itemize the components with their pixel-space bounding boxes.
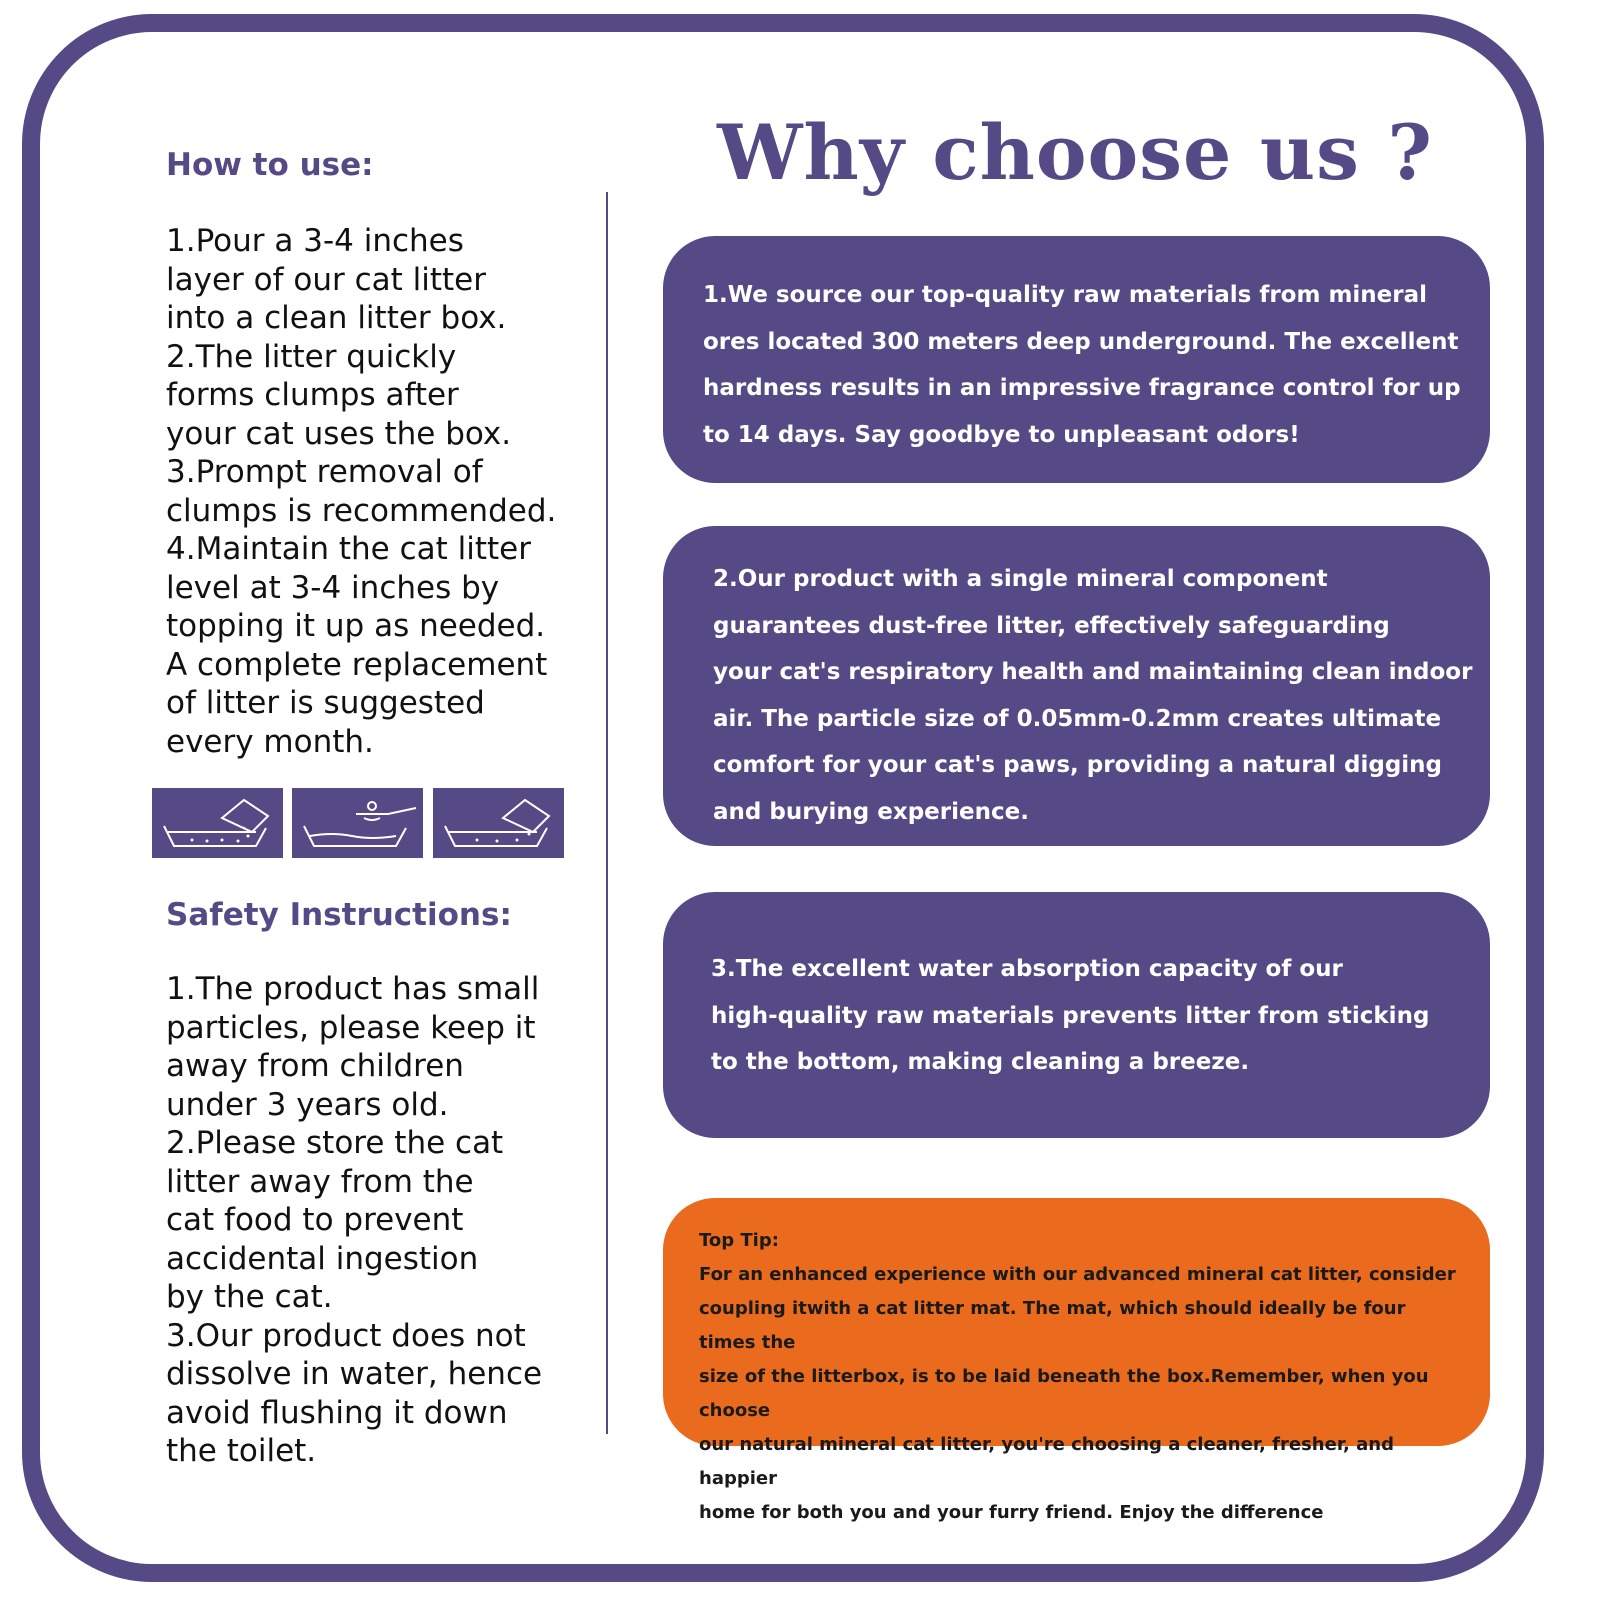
safety-line: under 3 years old. [166, 1086, 449, 1123]
tip-line: For an enhanced experience with our advanced mineral cat litter, consider [699, 1264, 1456, 1285]
step-line: level at 3-4 inches by [166, 569, 500, 606]
step-line: 3.Prompt removal of [166, 454, 483, 490]
card-line: 3.The excellent water absorption capacity of our [711, 956, 1343, 982]
top-tip-title: Top Tip: [699, 1230, 779, 1251]
card-line: 1.We source our top-quality raw materials from mineral [703, 282, 1428, 308]
safety-line: dissolve in water, hence [166, 1356, 543, 1392]
card-line: and burying experience. [713, 798, 1029, 825]
card-line: to 14 days. Say goodbye to unpleasant odors! [703, 421, 1300, 448]
usage-icons [152, 788, 564, 858]
step-line: into a clean litter box. [166, 300, 507, 336]
safety-line: litter away from the [166, 1163, 474, 1200]
card-line: your cat's respiratory health and maintaining clean indoor [713, 659, 1473, 685]
step-line: topping it up as needed. [166, 608, 546, 644]
step-line: 1.Pour a 3-4 inches [166, 223, 464, 259]
benefit-card-2 [663, 526, 1490, 846]
step-line: 2.The litter quickly [166, 338, 457, 375]
step-line: forms clumps after [166, 377, 459, 413]
card-line: ores located 300 meters deep underground. The excellent [703, 328, 1459, 355]
step-line: clumps is recommended. [166, 492, 557, 529]
step-line: of litter is suggested [166, 685, 485, 721]
card-line: guarantees dust-free litter, effectively safeguarding [713, 612, 1390, 639]
tip-line: coupling itwith a cat litter mat. The mat, which should ideally be four times the [699, 1298, 1406, 1353]
safety-line: cat food to prevent [166, 1202, 464, 1238]
card-line: 2.Our product with a single mineral component [713, 566, 1328, 592]
how-to-use-steps [166, 222, 606, 761]
safety-line: particles, please keep it [166, 1009, 536, 1046]
top-tip-card [663, 1198, 1490, 1523]
tip-line: home for both you and your furry friend. Enjoy the difference [699, 1502, 1324, 1523]
litter-refill-icon [433, 788, 564, 858]
tip-line: our natural mineral cat litter, you're choosing a cleaner, fresher, and happier [699, 1434, 1394, 1489]
step-line: 4.Maintain the cat litter [166, 531, 531, 567]
litter-scoop-icon [292, 788, 423, 858]
safety-line: 1.The product has small [166, 971, 540, 1007]
safety-line: 3.Our product does not [166, 1317, 526, 1354]
benefit-card-3 [663, 892, 1490, 1138]
how-to-use-title: How to use: [166, 147, 374, 183]
safety-line: 2.Please store the cat [166, 1125, 504, 1161]
card-line: air. The particle size of 0.05mm-0.2mm creates ultimate [713, 705, 1442, 732]
safety-line: avoid flushing it down [166, 1394, 508, 1431]
litter-pour-icon [152, 788, 283, 858]
benefit-card-1 [663, 236, 1490, 483]
card-line: comfort for your cat's paws, providing a natural digging [713, 752, 1443, 778]
card-line: to the bottom, making cleaning a breeze. [711, 1049, 1250, 1075]
column-divider [606, 192, 608, 1434]
step-line: A complete replacement [166, 646, 548, 683]
tip-line: size of the litterbox, is to be laid beneath the box.Remember, when you choose [699, 1366, 1429, 1421]
why-choose-us-title: Why choose us ? [717, 108, 1433, 197]
safety-title: Safety Instructions: [166, 897, 512, 933]
card-line: hardness results in an impressive fragrance control for up [703, 375, 1461, 401]
step-line: layer of our cat litter [166, 261, 486, 298]
safety-line: away from children [166, 1048, 464, 1084]
step-line: every month. [166, 723, 374, 760]
safety-steps [166, 970, 606, 1471]
safety-line: accidental ingestion [166, 1240, 479, 1277]
step-line: your cat uses the box. [166, 415, 512, 452]
safety-line: the toilet. [166, 1433, 317, 1469]
safety-line: by the cat. [166, 1279, 333, 1315]
card-line: high-quality raw materials prevents litter from sticking [711, 1002, 1430, 1029]
